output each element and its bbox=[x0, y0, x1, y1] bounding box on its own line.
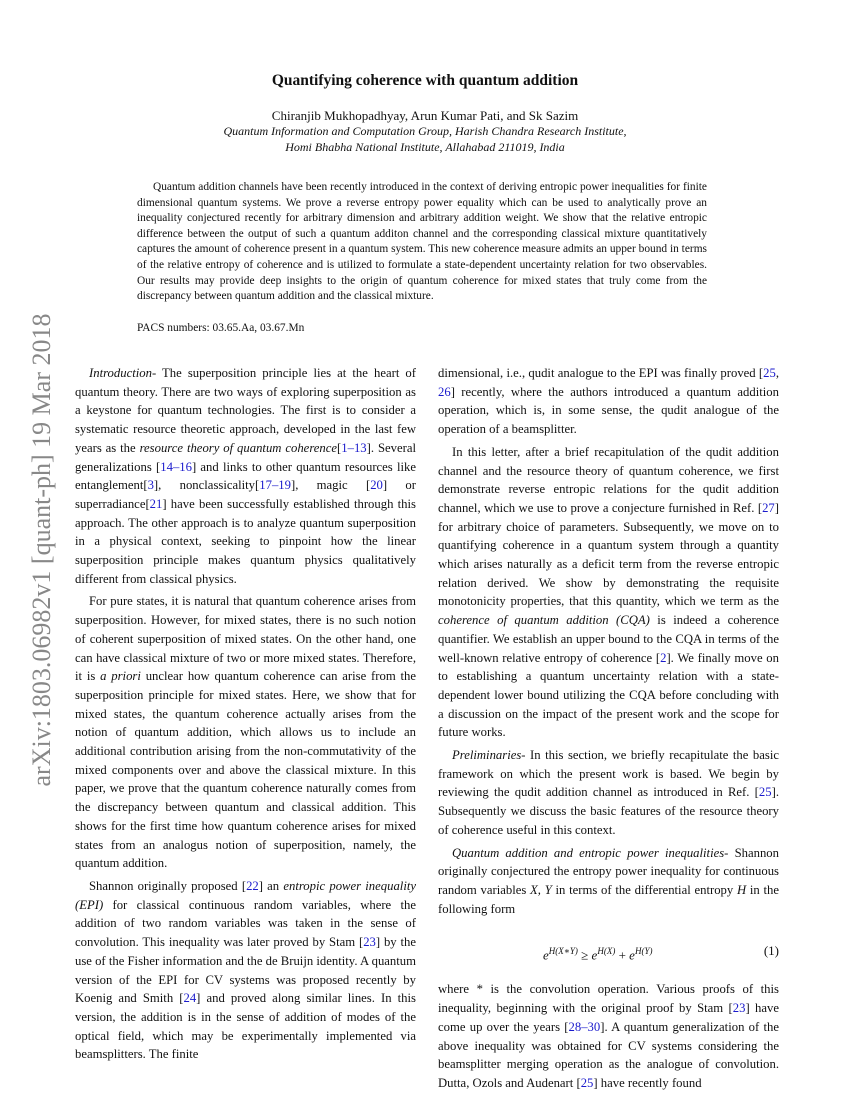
left-column bbox=[75, 364, 416, 1068]
citation-link[interactable]: 22 bbox=[246, 878, 259, 893]
equation-number: (1) bbox=[763, 943, 779, 959]
italic-text: coherence of quantum addition (CQA) bbox=[438, 613, 650, 628]
text: ]. We finally move on to establishing a quantum uncertainty relation with a state-dependent lower bound utilizing the CQA before concluding with a discussion on the impact of the present work and the scope for future works. bbox=[438, 650, 779, 740]
eq-base: e bbox=[591, 947, 598, 963]
citation-link[interactable]: 24 bbox=[183, 991, 197, 1006]
equation-body bbox=[543, 942, 652, 965]
paper-title: Quantifying coherence with quantum addition bbox=[271, 72, 579, 89]
citation-link[interactable]: 17–19 bbox=[259, 478, 291, 493]
text: where * is the convolution operation. Various proofs of this inequality, beginning with the original proof by Stam [ bbox=[438, 982, 779, 1016]
text: ] by the use of the Fisher information and the de Bruijn identity. A quantum version of the EPI for CV systems was proposed recently by Koenig and Smith [ bbox=[75, 935, 416, 1006]
paragraph bbox=[438, 844, 779, 919]
citation-link[interactable]: 25 bbox=[763, 366, 776, 380]
arxiv-watermark: arXiv:1803.06982v1 [quant-ph] 19 Mar 2018 bbox=[27, 313, 56, 787]
italic-text: Quantum addition and entropic power inequalities- bbox=[452, 845, 729, 860]
text: , bbox=[775, 366, 779, 380]
paragraph bbox=[438, 746, 779, 840]
text: ] have been successfully established through this approach. The other approach is to analyze quantum superposition in a physical context, seeking to pinpoint how the linear superposition principle makes quantum physics qualitatively different from classical physics. bbox=[75, 496, 416, 586]
paragraph bbox=[438, 980, 779, 1092]
text: dimensional, i.e., qudit analogue to the EPI was finally proved [ bbox=[438, 366, 764, 380]
eq-plus: + bbox=[615, 947, 630, 963]
abstract: Quantum addition channels have been recently introduced in the context of deriving entropic power inequalities for finite dimensional quantum systems. We prove a reverse entropy power equality which can be used to analytically prove an inequality conjectured recently for arbitrary dimension and arbitrary addition weight. We show that the relative entropic difference between the output of such a quantum additon channel and the corresponding classical mixture quantitatively captures the amount of coherence present in a quantum system. This new coherence measure admits an upper bound in terms of the relative entropy of coherence and is utilized to formulate a state-dependent uncertainty relation for two observables. Our results may provide deep insights to the origin of quantum coherence for mixed states that truly come from the discrepancy between quantum addition and the classical mixture. bbox=[137, 181, 707, 303]
equation-1 bbox=[438, 922, 779, 980]
text: is indeed a coherence quantifier. We establish an upper bound to the CQA in terms of the well-known relative entropy of coherence [ bbox=[438, 613, 779, 665]
eq-exp: H(X∗Y) bbox=[548, 946, 578, 957]
text: ] for arbitrary choice of parameters. Subsequently, we move on to quantifying coherence in a quantum system through a quantity which arises naturally as a deficit term from the reverse entropic relation derived. We show by demonstrating the requisite monotonicity properties, that this quantity, which we term as the bbox=[438, 500, 779, 609]
affiliation bbox=[0, 124, 850, 155]
text: ]. Several generalizations [ bbox=[75, 440, 416, 474]
citation-link[interactable]: 3 bbox=[147, 478, 154, 493]
text: ], nonclassicality[ bbox=[153, 478, 260, 493]
eq-relation: ≥ bbox=[577, 947, 592, 963]
text: ] and proved along similar lines. In this version, the addition is in the sense of addition of modes of the optical field, which may be experimentally implemented via beamsplitters. The finite bbox=[75, 991, 416, 1062]
paragraph bbox=[75, 592, 416, 873]
citation-link[interactable]: 27 bbox=[762, 500, 775, 515]
eq-base: e bbox=[543, 947, 549, 963]
paragraph bbox=[75, 364, 416, 588]
citation-link[interactable]: 26 bbox=[438, 384, 451, 399]
text: The superposition principle lies at the heart of quantum theory. There are two ways of exploring superposition as a keystone for quantum technologies. The first is to consider a systematic resource theoretic approach, developed in the last few years as the bbox=[75, 366, 416, 455]
text: ], magic [ bbox=[290, 478, 371, 493]
right-column bbox=[438, 364, 779, 1097]
paragraph bbox=[75, 877, 416, 1064]
italic-text: Preliminaries- bbox=[452, 748, 526, 763]
text: In this section, we briefly recapitulate the basic framework on which the present work is based. We begin by reviewing the qudit addition channel as introduced in Ref. [ bbox=[438, 748, 779, 800]
citation-link[interactable]: 21 bbox=[149, 496, 163, 511]
pacs-numbers: PACS numbers: 03.65.Aa, 03.67.Mn bbox=[137, 322, 305, 334]
text: Shannon originally proposed [ bbox=[89, 878, 247, 893]
citation-link[interactable]: 23 bbox=[732, 1001, 746, 1016]
affiliation-line: Homi Bhabha National Institute, Allahabad 211019, India bbox=[285, 139, 565, 154]
eq-base: e bbox=[629, 947, 635, 963]
text: unclear how quantum coherence can arise from the superposition principle for mixed states. Here, we show that for mixed states, the quantum coherence actually arises from the notion of quantum addition, which allows us to include an additional contribution arising from the non-commutativity of the mixed components over and above the classical mixture. In this paper, we prove that the quantum coherence naturally comes from the discrepancy between quantum and classical addition. This shows for the first time how quantum coherence arises for mixed states from an analogus notion of superposition, namely, the quantum addition. bbox=[75, 669, 417, 871]
paragraph bbox=[438, 364, 779, 439]
italic-text: entropic power inequality (EPI) bbox=[75, 878, 416, 912]
text: ] and links to other quantum resources like entanglement[ bbox=[75, 459, 416, 493]
paragraph bbox=[438, 443, 779, 742]
affiliation-line: Quantum Information and Computation Group, Harish Chandra Research Institute, bbox=[223, 124, 627, 138]
citation-link[interactable]: 20 bbox=[370, 478, 383, 493]
text: in the following form bbox=[438, 882, 780, 916]
citation-link[interactable]: 25 bbox=[580, 1075, 594, 1090]
text: ] recently, where the authors introduced a quantum addition operation, which is, in some sense, the qudit analogue of the operation of a beamsplitter. bbox=[438, 384, 779, 437]
text: ] have recently found bbox=[593, 1075, 702, 1090]
text: ]. Subsequently we discuss the basic features of the resource theory of coherence useful in this context. bbox=[438, 785, 779, 837]
italic-text: Introduction- bbox=[89, 366, 157, 380]
citation-link[interactable]: 23 bbox=[363, 935, 376, 950]
text: In this letter, after a brief recapitulation of the qudit addition channel and the resource theory of quantum coherence, we first demonstrate reverse entropic relations for the qudit addition channel, which we use to prove a conjecture furnished in Ref. [ bbox=[438, 444, 779, 515]
text: For pure states, it is natural that quantum coherence arises from superposition. However, for mixed states, there is no such notion of coherent superposition of mixed states. On the other hand, one can have classical mixture of two or more mixed states. Therefore, it is bbox=[75, 594, 416, 684]
text: Shannon originally conjectured the entropy power inequality for continuous random variables bbox=[438, 845, 779, 897]
text: ] an bbox=[258, 878, 284, 893]
citation-link[interactable]: 14–16 bbox=[160, 459, 192, 474]
text: for classical continuous random variables, where the addition of two random variables was taken in the sense of convolution. This inequality was later proved by Stam [ bbox=[75, 897, 416, 950]
italic-text: a priori bbox=[100, 669, 141, 684]
text: [ bbox=[337, 440, 342, 455]
italic-text: X, Y bbox=[530, 882, 552, 897]
eq-exp: H(X) bbox=[597, 946, 616, 957]
italic-text: H bbox=[736, 882, 747, 897]
text: in terms of the differential entropy bbox=[551, 882, 737, 897]
text: ] or superradiance[ bbox=[75, 478, 416, 511]
citation-link[interactable]: 28–30 bbox=[568, 1019, 601, 1034]
italic-text: resource theory of quantum coherence bbox=[139, 440, 338, 455]
citation-link[interactable]: 1–13 bbox=[341, 440, 367, 455]
text: ]. A quantum generalization of the above inequality was obtained for CV systems considering the beamsplitter merging operation as the analogue of convolution. Dutta, Ozols and Audenart [ bbox=[438, 1019, 779, 1090]
citation-link[interactable]: 2 bbox=[660, 650, 667, 665]
authors: Chiranjib Mukhopadhyay, Arun Kumar Pati, and Sk Sazim bbox=[271, 108, 579, 123]
text: ] have come up over the years [ bbox=[438, 1001, 779, 1034]
citation-link[interactable]: 25 bbox=[758, 785, 772, 800]
eq-exp: H(Y) bbox=[634, 946, 653, 957]
